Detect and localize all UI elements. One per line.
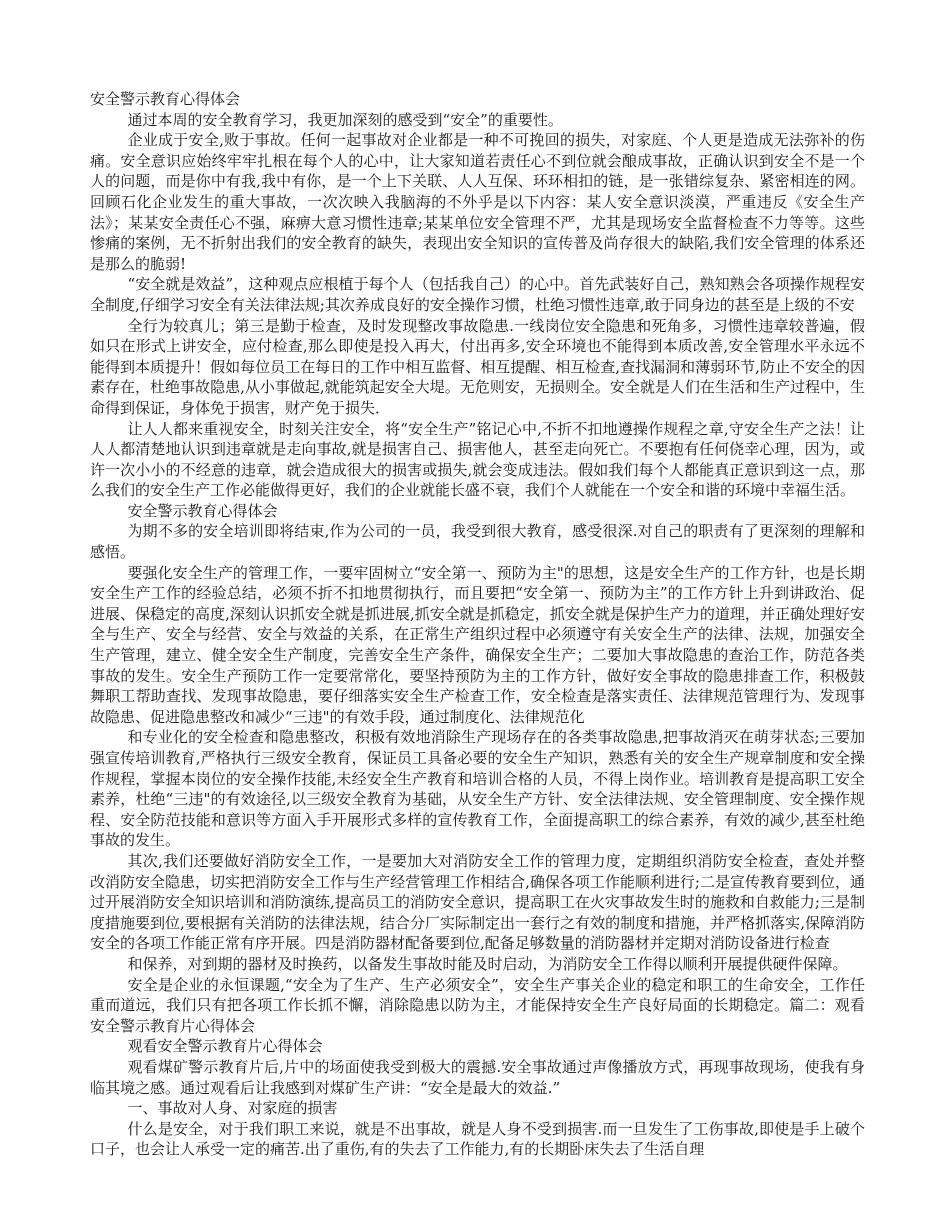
paragraph: 什么是安全，对于我们职工来说，就是不出事故，就是人身不受到损害.而一旦发生了工伤事故,即使是手上破个口子，也会让人承受一定的痛苦.出了重伤,有的失去了工作能力,有的长期卧床失去了生活自理: [90, 1119, 865, 1159]
section-heading: 观看安全警示教育片心得体会: [127, 1037, 323, 1056]
paragraph: 和保养，对到期的器材及时换药，以备发生事故时能及时启动，为消防安全工作得以顺利开展提供硬件保障。: [127, 954, 848, 973]
paragraph: 安全是企业的永恒课题,“安全为了生产、生产必须安全”，安全生产事关企业的稳定和职工的生命安全，工作任重而道远，我们只有把各项工作长抓不懈，消除隐患以防为主，才能保持安全生产良好局面的长期稳定。篇二：观看安全警示教育片心得体会: [90, 975, 865, 1035]
paragraph: 全行为较真儿；第三是勤于检查，及时发现整改事故隐患.一线岗位安全隐患和死角多，习惯性违章较普遍，假如只在形式上讲安全，应付检查,那么即使是投入再大，付出再多,安全环境也不能得到本质改善,安全管理水平永远不能得到本质提升！假如每位员工在每日的工作中相互监督、相互提醒、相互检查,查找漏洞和薄弱环节,防止不安全的因素存在，杜绝事故隐患,从小事做起,就能筑起安全大堤。无危则安，无损则全。安全就是人们在生活和生产过程中，生命得到保证，身体免于损害，财产免于损失．: [90, 316, 865, 417]
document-page: [90, 89, 865, 1160]
paragraph: 观看煤矿警示教育片后,片中的场面使我受到极大的震撼.安全事故通过声像播放方式，再现事故现场，使我有身临其境之感。通过观看后让我感到对煤矿生产讲：“安全是最大的效益.”: [90, 1057, 865, 1097]
paragraph: 和专业化的安全检查和隐患整改，积极有效地消除生产现场存在的各类事故隐患,把事故消灭在萌芽状态;三要加强宣传培训教育,严格执行三级安全教育，保证员工具备必要的安全生产知识，熟悉有关的安全生产规章制度和安全操作规程，掌握本岗位的安全操作技能,未经安全生产教育和培训合格的人员，不得上岗作业。培训教育是提高职工安全素养，杜绝“三违"的有效途径,以三级安全教育为基础，从安全生产方针、安全法律法规、安全管理制度、安全操作规程、安全防范技能和意识等方面入手开展形式多样的宣传教育工作，全面提高职工的综合素养，有效的减少,甚至杜绝事故的发生。: [90, 728, 865, 850]
document-title: 安全警示教育心得体会: [90, 90, 241, 108]
paragraph: 通过本周的安全教育学习，我更加深刻的感受到“安全”的重要性。: [127, 110, 563, 129]
subsection-heading: 一、事故对人身、对家庭的损害: [127, 1099, 338, 1118]
paragraph: 要强化安全生产的管理工作，一要牢固树立“安全第一、预防为主"的思想，这是安全生产的工作方针，也是长期安全生产工作的经验总结，必须不折不扣地贯彻执行，而且要把“安全第一、预防为主”的工作方针上升到讲政治、促进展、保稳定的高度,深刻认识抓安全就是抓进展,抓安全就是抓稳定，抓安全就是保护生产力的道理，并正确处理好安全与生产、安全与经营、安全与效益的关系，在正常生产组织过程中必须遵守有关安全生产的法律、法规，加强安全生产管理，建立、健全安全生产制度，完善安全生产条件，确保安全生产；二要加大事故隐患的查治工作，防范各类事故的发生。安全生产预防工作一定要常常化，要坚持预防为主的工作方针，做好安全事故的隐患排查工作，积极鼓舞职工帮助查找、发现事故隐患，要仔细落实安全生产检查工作，安全检查是落实责任、法律规范管理行为、发现事故隐患、促进隐患整改和减少“三违"的有效手段，通过制度化、法律规范化: [90, 563, 865, 726]
paragraph: “安全就是效益”，这种观点应根植于每个人（包括我自己）的心中。首先武装好自己，熟知熟会各项操作规程安全制度,仔细学习安全有关法律法规;其次养成良好的安全操作习惯，杜绝习惯性违章,敢于同身边的甚至是上级的不安: [90, 275, 865, 314]
paragraph: 为期不多的安全培训即将结束,作为公司的一员，我受到很大教育，感受很深.对自己的职责有了更深刻的理解和感悟。: [90, 522, 865, 562]
section-heading: 安全警示教育心得体会: [127, 501, 278, 520]
paragraph: 其次,我们还要做好消防安全工作，一是要加大对消防安全工作的管理力度，定期组织消防安全检查，查处并整改消防安全隐患，切实把消防安全工作与生产经营管理工作相结合,确保各项工作能顺利进行;二是宣传教育要到位，通过开展消防安全知识培训和消防演练,提高员工的消防安全意识，提高职工在火灾事故发生时的施救和自救能力;三是制度措施要到位,要根据有关消防的法律法规，结合分厂实际制定出一套行之有效的制度和措施，并严格抓落实,保障消防安全的各项工作能正常有序开展。四是消防器材配备要到位,配备足够数量的消防器材并定期对消防设备进行检查: [90, 851, 865, 953]
paragraph: 企业成于安全,败于事故。任何一起事故对企业都是一种不可挽回的损失，对家庭、个人更是造成无法弥补的伤痛。安全意识应始终牢牢扎根在每个人的心中，让大家知道若责任心不到位就会酿成事故，正确认识到安全不是一个人的问题，而是你中有我,我中有你，是一个上下关联、人人互保、环环相扣的链，是一张错综复杂、紧密相连的网。回顾石化企业发生的重大事故，一次次映入我脑海的不外乎是以下内容：某人安全意识淡漠，严重违反《安全生产法》；某某安全责任心不强，麻痹大意习惯性违章;某某单位安全管理不严，尤其是现场安全监督检查不力等等。这些惨痛的案例，无不折射出我们的安全教育的缺失，表现出安全知识的宣传普及尚存很大的缺陷,我们安全管理的体系还是那么的脆弱!: [90, 131, 865, 273]
paragraph: 让人人都来重视安全，时刻关注安全，将“安全生产”铭记心中,不折不扣地遵操作规程之章,守安全生产之法！让人人都清楚地认识到违章就是走向事故,就是损害自己、损害他人，甚至走向死亡。不要抱有任何侥幸心理，因为，或许一次小小的不经意的违章，就会造成很大的损害或损失,就会变成违法。假如我们每个人都能真正意识到这一点，那么我们的安全生产工作必能做得更好，我们的企业就能长盛不衰，我们个人就能在一个安全和谐的环境中幸福生活。: [90, 419, 865, 500]
